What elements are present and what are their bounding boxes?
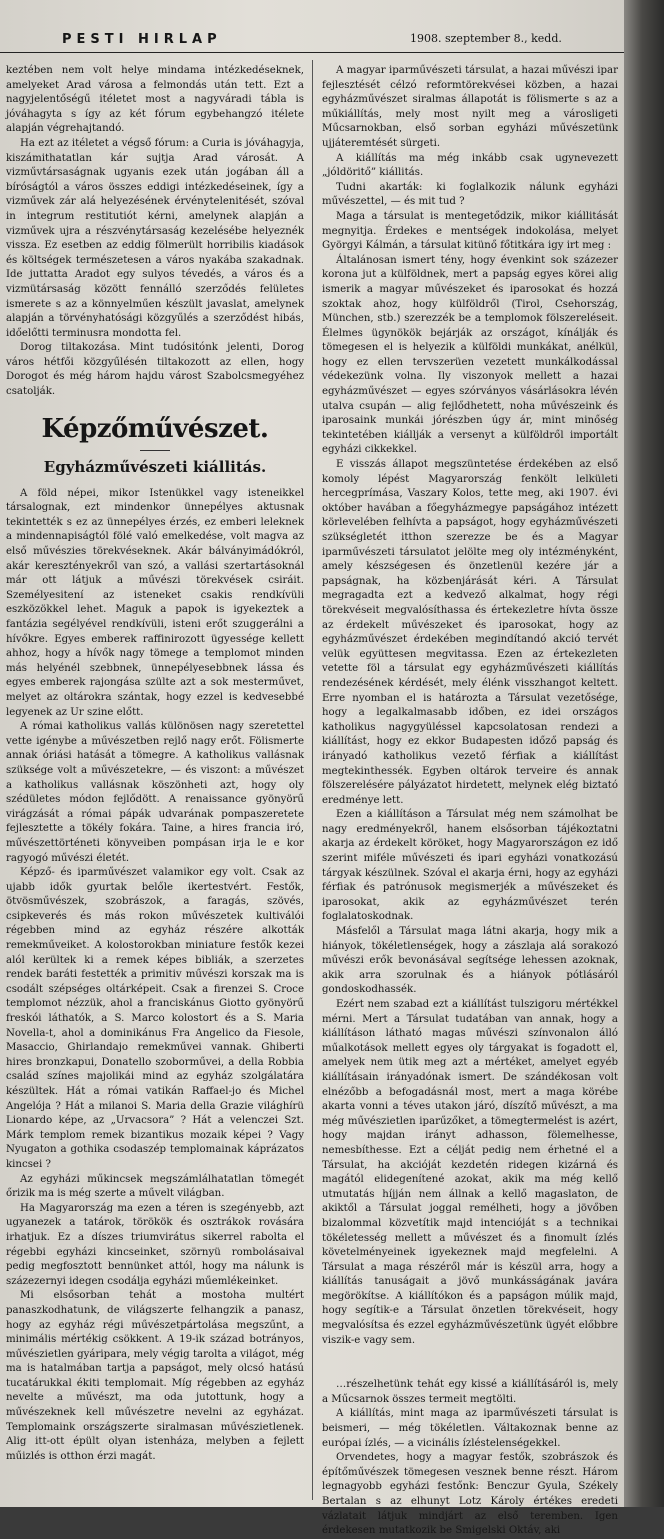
right-column [322, 64, 618, 1539]
paragraph: Orvendetes, hogy a magyar festők, szobrászok és építőművészek tömegesen vesznek benne részt. Három legnagyobb egyházi festőnk: Benczur Gyula, Székely Bertalan s az elhunyt Lotz Károly értékes eredeti vázlatait látjuk mindjárt az első teremben. Igen érdekesen mutatkozik be Smigelski Oktáv, aki [322, 1452, 618, 1537]
paragraph: A kiállítás ma még inkább csak ugynevezett „jóldöritő” kiállitás. [322, 152, 618, 179]
paragraph: Általánosan ismert tény, hogy évenkint sok százezer korona jut a külföldnek, mert a papság egyes körei alig ismerik a magyar művészeket és iparosokat és hozzá szoktak ahoz, hogy külföldről (Tirol, Csehország, München, stb.) szerezzék be a templomok fölszereléseit. Élelmes ügynökök bejárják az országot, kínálják és tömegesen el is helyezik a külföldi munkákat, anélkül, hogy ez ellen tervszerüen vezetett munkálkodással védekezünk volna. Ily viszonyok mellett a hazai egyházművészet — egyes szórványos vásárlásokra lévén utalva csupán — alig fejlődhetett, noha művészeink és iparosaink munkái jórészben úgy ár, mint minőség tekintetében kiállják a versenyt a külföldről importált egyházi cikkekkel. [322, 254, 618, 456]
left-column [6, 64, 304, 1464]
paragraph: A római katholikus vallás különösen nagy szeretettel vette igénybe a művészetben rejlő nagy erőt. Fölismerte annak óriási hatását a tömegre. A katholikus vallásnak szüksége volt a művészetekre, — és viszont: a művészet a katholikus vallásnak köszönheti azt, hogy oly szédületes módon fejlődött. A renaissance gyönyörű virágzását a római pápák udvarának pompaszeretete fejlesztette a tökély fokára. Taine, a hires francia iró, művészettörténeti könyveiben pompásan irja le e kor ragyogó művészi életét. [6, 721, 304, 864]
paragraph: A kiállítás, mint maga az iparművészeti társulat is beismeri, — még tökéletlen. Váltakoznak benne az európai ízlés, — a vicinális ízléstelenségekkel. [322, 1408, 618, 1449]
paragraph: Ha Magyarország ma ezen a téren is szegényebb, azt ugyanezek a tatárok, törökök és osztrákok rovására irhatjuk. Ez a díszes triumvirátus sikerrel rabolta el régebbi egyházi kincseinket, szörnyü rombolásaival pedig megfosztott bennünket attól, hogy ma nálunk is százezernyi idegen csodálja egyházi műemlékeinket. [6, 1202, 304, 1287]
paragraph: Ha ezt az itéletet a végső fórum: a Curia is jóváhagyja, kiszámithatatlan kár sujtja Arad városát. A vizművtársaságnak ugyanis ezek után jogában áll a bíróságtól a város összes eddigi intézkedéseinek, így a vizművek zár alá helyezésének érvénytelenitését, szóval in integrum restitutiót kérni, amelynek alapján a vizművek ujra a részvénytársaság kezelésébe helyeznék vissza. Ez esetben az eddig fölmerült horribilis kiadások és költségek természetesen a város nyakába szakadnak. Ide juttatta Aradot egy sulyos tévedés, a város és a vizmütársaság között fennálló szerződés felületes ismerete s az a könnyelműen készült javaslat, amelynek alapján a törvényhatósági közgyűlés a szerződést hibás, időelőtti terminusra mondotta fel. [6, 137, 304, 339]
paragraph: Képző- és iparművészet valamikor egy volt. Csak az ujabb idők gyurtak belőle ikertestvért. Festők, ötvösművészek, szobrászok, a faragás, szövés, csipkeverés és más rokon művészetek kultiválói régebben mind az egyház részére alkották remekműveiket. A kolostorokban miniature festők kezei alól kerültek ki a remek képes bibliák, a szerzetes rendek baráti festették a primitiv művészi korszak ma is csodált szépséges oltárképeit. Csak a firenzei S. Croce templomot nézzük, ahol a franciskánus Giotto gyönyörű freskói láthatók, a S. Marco kolostort és a S. Maria Novella-t, ahol a dominikánus Fra Angelico da Fiesole, Masaccio, Ghirlandajo remekművei vannak. Ghiberti hires bronzkapui, Donatello szoborművei, a della Robbia család színes majolikái mind az egyház szolgálatára készültek. Hát a római vatikán Raffael-jo és Michel Angelója ? Hát a milanoi S. Maria della Grazie világhírü Lionardo képe, az „Urvacsora” ? Hát a velenczei Szt. Márk templom remek bizantikus mozaik képei ? Vagy Nyugaton a gothika csodaszép templomainak káprázatos kincsei ? [6, 867, 304, 1170]
paragraph: E visszás állapot megszüntetése érdekében az első komoly lépést Magyarország fenkölt lelkületi hercegprímása, Vaszary Kolos, tette meg, aki 1907. évi október havában a főegyházmegye papságához intézett körlevelében felhívta a papságot, hogy egyházművészeti szükségletét itthon szerezze be és a Magyar iparművészeti társulatot jelölte meg oly intézményként, amely készségesen és önzetlenül kezére jár a papságnak, ha közbenjárását kéri. A Társulat megragadta ezt a kedvező alkalmat, hogy régi törekvéseit megvalósíthassa és értekezletre hívta össze az érdekelt művészeket és iparosokat, hogy az egyházművészet érdekében megindítandó akció tervét velük együttesen megvitassa. Ezen az értekezleten vetette föl a társulat egy egyházművészeti kiállítás rendezésének kérdését, mely élénk visszhangot keltett. Erre nyomban el is határozta a Társulat vezetősége, hogy a legalkalmasabb időben, ez idei országos katholikus nagygyüléssel kapcsolatosan rendezi a kiállítást, hogy ez ekkor Budapesten időző papság és irányadó katholikus vezető férfiak a kiállítást megtekinthessék. Egyben oltárok terveire és annak fölszerelésére pályázatot hirdetett, melynek elég biztató eredménye lett. [322, 459, 618, 806]
paragraph: Maga a társulat is mentegetődzik, mikor kiállitását megnyitja. Érdekes e mentségek indokolása, melyet Györgyi Kálmán, a társulat kitünő főtitkára igy irt meg : [322, 210, 618, 252]
masthead: PESTI HIRLAP [62, 32, 222, 47]
paragraph: Ezért nem szabad ezt a kiállítást tulszigoru mértékkel mérni. Mert a Társulat tudatában van annak, hogy a kiállításon látható magas művészi színvonalon álló műalkotások mellett egyes oly tárgyakat is fogadott el, amelyek nem ütik meg azt a mértéket, amelyet egyéb kiállításain irányadónak ismert. De szándékosan volt elnézőbb a befogadásnál most, mert a maga körébe akarta vonni a téves utakon járó, díszítő művészt, a ma még művészietlen iparűzőket, a tömegtermelést is azért, hogy majdan irányt adhasson, fölemelhesse, nemesbíthesse. Ezt a célját pedig nem érhetné el a Társulat, ha akcióját kezdetén ridegen kizárná és magától elidegenítené azokat, akik ma még kellő utmutatás híjján nem állnak a kellő magaslaton, de akiktől a Társulat joggal remélheti, hogy a jövőben bizalommal közvetítik majd intencióját s a technikai tökéletesség mellett a művészet és a finomult ízlés követelményeinek igyekeznek majd megfelelni. A Társulat a maga részéről már is készül arra, hogy a kiállítás tanuságait a jövő munkásságának javára megörökítse. A kiállítókon és a papságon múlik majd, hogy segítik-e a Társulat önzetlen törekvéseit, hogy megvalósítsa és ezzel egyházművészetünk ügyét előbbre viszik-e vagy sem. [322, 999, 618, 1346]
title-divider [140, 450, 170, 451]
article-title: Egyházművészeti kiállitás. [43, 457, 267, 476]
paragraph: A magyar iparművészeti társulat, a hazai művészi ipar fejlesztését célzó reformtörekvései közben, a hazai egyházművészet siralmas állapotát is fölismerte s az a műkiállítás, mely most nyilt meg a városligeti Műcsarnokban, első sorban egyházi művészetünk ujjáteremtését sürgeti. [322, 65, 618, 149]
section-title: Képzőművészet. [41, 413, 269, 444]
issue-date: 1908. szeptember 8., kedd. [410, 32, 562, 45]
page-edge-shadow [624, 0, 664, 1507]
paragraph: Az egyházi műkincsek megszámlálhatatlan tömegét őrizik ma is még szerte a művelt világban. [6, 1173, 304, 1200]
paragraph: Másfelől a Társulat maga látni akarja, hogy mik a hiányok, tökéletlenségek, hogy a zászlaja alá sorakozó művészi erők bevonásával segítsége lehessen azoknak, akik arra szorulnak és a hiányok pótlásáról gondoskodhassék. [322, 926, 618, 996]
page-header [0, 28, 630, 53]
paragraph: …részelhetünk tehát egy kissé a kiállításáról is, mely a Műcsarnok összes termeit megtölti. [322, 1379, 618, 1405]
paragraph: Ezen a kiállításon a Társulat még nem számolhat be nagy eredményekről, hanem elsősorban tájékoztatni akarja az érdekelt köröket, hogy Magyarországon ez idő szerint miféle művészeti és ipari egyházi vonatkozású tárgyak készülnek. Szóval el akarja érni, hogy az egyházi férfiak és patrónusok megismerjék a művészeket és iparosokat, akik az egyházművészet terén foglalatoskodnak. [322, 809, 618, 923]
spacer [322, 1348, 618, 1378]
paragraph: Tudni akarták: ki foglalkozik nálunk egyházi művészettel, — és mit tud ? [322, 181, 618, 208]
paragraph: Dorog tiltakozása. Mint tudósitónk jelenti, Dorog város hétfői közgyűlésén tiltakozott az ellen, hogy Dorogot és még három hajdu várost Szabolcsmegyéhez csatolják. [6, 342, 304, 398]
column-rule [312, 60, 313, 1500]
paragraph: keztében nem volt helye mindama intézkedéseknek, amelyeket Arad városa a felmondás után tett. Ezt a nagyjelentőségű itéletet most a nagyváradi tábla is jóváhagyta s így az két fórum egybehangzó itélete alapján végrehajtandó. [6, 65, 304, 135]
paragraph: Mi elsősorban tehát a mostoha multért panaszkodhatunk, de világszerte felhangzik a panasz, hogy az egyház régi művészetpártolása megszűnt, a minimális mértékig csökkent. A 19-ik század botrányos, művészietlen gyáripara, mely végig tarolta a világot, még ma is hatalmában tartja a papságot, mely olcsó hatású tucatárukkal ékiti templomait. Míg régebben az egyház nevelte a művészt, ma oda jutottunk, hogy a művészeknek kell művészetre nevelni az egyházat. Templomaink országszerte siralmasan művészietlenek. Alig itt-ott épült olyan istenháza, melyben a fejlett műizlés is otthon érzi magát. [6, 1290, 304, 1462]
paragraph: A föld népei, mikor Istenükkel vagy isteneikkel társalognak, ezt mindenkor ünnepélyes aktusnak tekintették s ez az ünnepélyes érzés, ez emberi leleknek a mindennapiságtól fölé való emelkedése, volt magva az első művészies törekvéseknek. Akár bálványimádókról, akár keresztényekről van szó, a vallási szertartásoknál már ott látjuk a művészi törekvések csiráit. Személyesitení az isteneket csakis rendkívüli eszközökkel lehet. Maguk a papok is igyekeztek a fantázia segélyével rendkívüli, isteni erőt szuggerálni a hívőkre. Egyes emberek raffinirozott ügyessége kellett ahhoz, hogy a hívők nagy tömege a templomot minden más helyénél szebbnek, ünnepélyesebbnek lássa és egyes emberek rajongása szülte azt a sok mesterművet, melyet az oltárokra szántak, hogy ezzel is kedvesebbé legyenek az Ur szine előtt. [6, 487, 304, 718]
